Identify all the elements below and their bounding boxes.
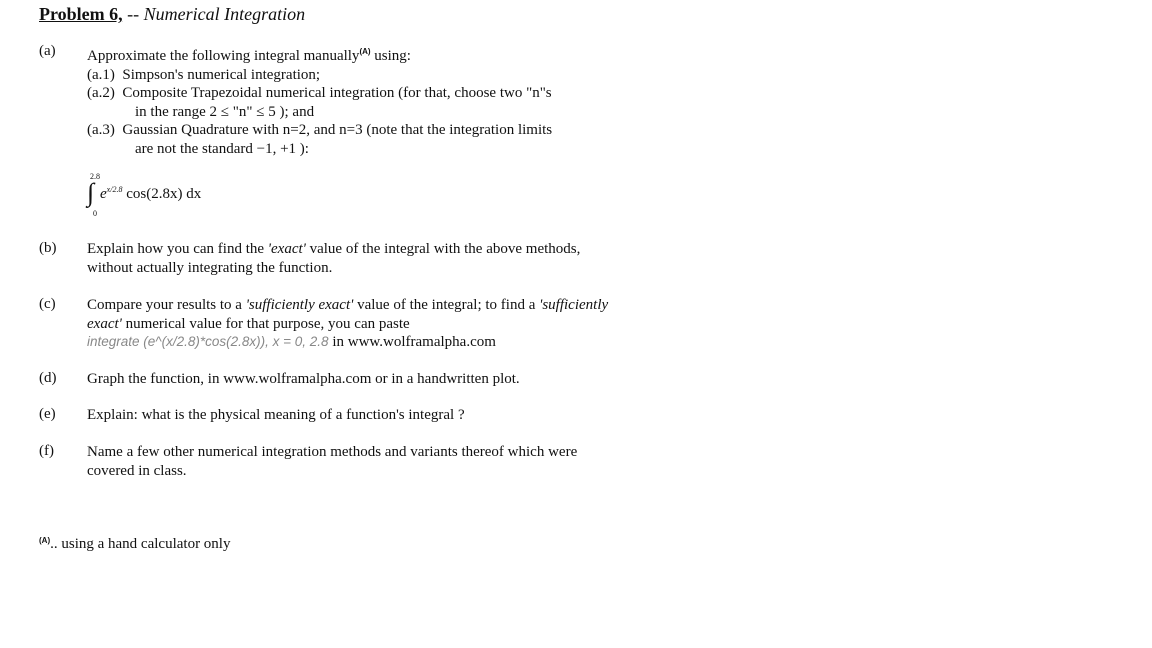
part-a2-continued: in the range 2 ≤ "n" ≤ 5 ); and bbox=[135, 103, 315, 120]
part-b-line1 bbox=[87, 240, 580, 259]
footnote-text: .. using a hand calculator only bbox=[50, 536, 231, 552]
part-c-emphasis-2: 'sufficiently bbox=[539, 297, 609, 313]
integral-sign: ∫ bbox=[87, 178, 95, 207]
integrand-rest: cos(2.8x) dx bbox=[122, 186, 202, 202]
problem-number: Problem 6, bbox=[39, 4, 123, 24]
part-c-line2-b: numerical value for that purpose, you can paste bbox=[121, 315, 410, 332]
part-b-line1-b: value of the integral with the above methods, bbox=[305, 241, 581, 257]
integrand-exponent: x/2.8 bbox=[106, 185, 123, 194]
part-f-line1: Name a few other numerical integration methods and variants thereof which were bbox=[87, 444, 578, 460]
footnote-mark: (A) bbox=[39, 536, 51, 545]
integrand-base: e bbox=[100, 186, 107, 202]
part-a1-label: (a.1) bbox=[87, 66, 115, 83]
part-c-text bbox=[87, 296, 608, 352]
part-a3-continued: are not the standard −1, +1 ): bbox=[135, 140, 309, 157]
part-c-line3-b: in www.wolframalpha.com bbox=[328, 334, 496, 350]
problem-title bbox=[39, 4, 305, 25]
part-e-text: Explain: what is the physical meaning of a function's integral ? bbox=[87, 407, 465, 423]
part-f-text bbox=[87, 443, 577, 480]
integral-expression bbox=[87, 172, 287, 220]
part-b-line1-a: Explain how you can find the bbox=[87, 241, 268, 257]
part-d-label: (d) bbox=[39, 370, 57, 386]
part-c-label: (c) bbox=[39, 296, 56, 312]
part-a2-text: Composite Trapezoidal numerical integration (for that, choose two "n"s bbox=[122, 85, 552, 101]
part-b-label: (b) bbox=[39, 240, 57, 256]
part-c-line3 bbox=[87, 333, 608, 352]
integral-lower-limit: 0 bbox=[93, 209, 97, 218]
part-a1-text: Simpson's numerical integration; bbox=[122, 66, 321, 83]
part-a2 bbox=[87, 84, 552, 103]
part-c-emphasis-3: exact' bbox=[87, 315, 122, 332]
part-a-text bbox=[87, 43, 552, 158]
footnote bbox=[39, 536, 230, 553]
part-a1 bbox=[87, 66, 552, 85]
part-b-exact-emphasis: 'exact' bbox=[267, 241, 306, 257]
part-c-emphasis-1: 'sufficiently exact' bbox=[245, 297, 354, 313]
part-a-label: (a) bbox=[39, 43, 56, 59]
integral-upper-limit: 2.8 bbox=[90, 172, 100, 181]
part-f-line2: covered in class. bbox=[87, 462, 187, 479]
part-a2-label: (a.2) bbox=[87, 85, 115, 101]
part-a3-label: (a.3) bbox=[87, 122, 115, 138]
integrand bbox=[100, 185, 201, 203]
part-b-line2: without actually integrating the function. bbox=[87, 259, 333, 276]
part-f-label: (f) bbox=[39, 443, 54, 459]
part-c-line1 bbox=[87, 296, 608, 315]
part-c-line2 bbox=[87, 315, 608, 334]
part-d-text: Graph the function, in www.wolframalpha.com or in a handwritten plot. bbox=[87, 371, 520, 387]
part-c-line1-b: value of the integral; to find a bbox=[353, 297, 540, 313]
wolfram-query-code: integrate (e^(x/2.8)*cos(2.8x)), x = 0, 2.8 bbox=[87, 334, 329, 349]
footnote-ref-mark: (A) bbox=[359, 47, 371, 56]
part-a3 bbox=[87, 121, 552, 140]
part-e-label: (e) bbox=[39, 406, 56, 422]
part-c-line1-a: Compare your results to a bbox=[87, 297, 246, 313]
problem-topic: -- Numerical Integration bbox=[122, 4, 306, 24]
part-a3-text: Gaussian Quadrature with n=2, and n=3 (note that the integration limits bbox=[122, 122, 553, 138]
part-a-intro-after: using: bbox=[370, 48, 411, 64]
part-a-intro-before: Approximate the following integral manually bbox=[87, 48, 360, 64]
part-a-intro bbox=[87, 43, 552, 66]
part-b-text bbox=[87, 240, 580, 277]
